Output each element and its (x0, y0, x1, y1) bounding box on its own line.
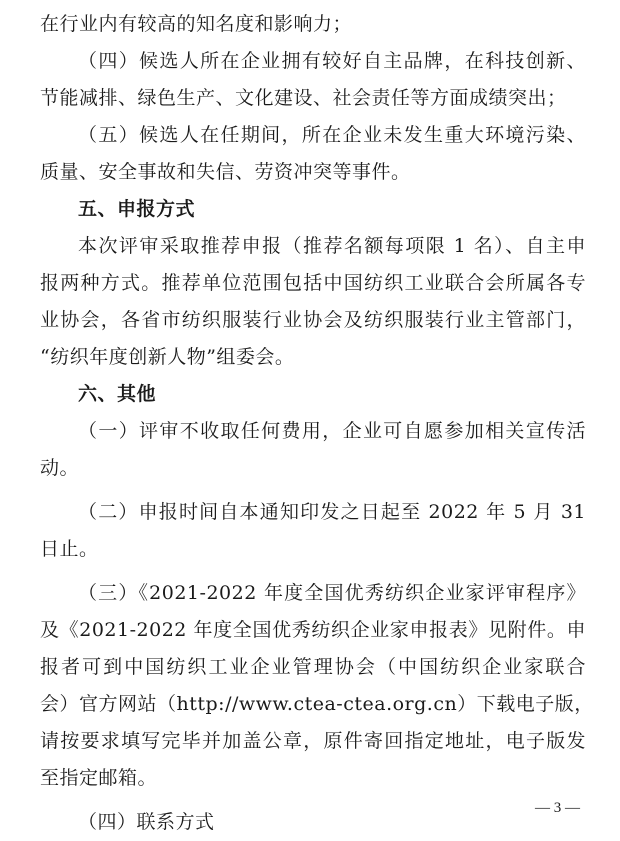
paragraph-line: （三）《2021-2022 年度全国优秀纺织企业家评审程序》 (78, 582, 586, 604)
paragraph-line: 请按要求填写完毕并加盖公章，原件寄回指定地址，电子版发 (40, 730, 586, 752)
paragraph-line: （五）候选人在任期间，所在企业未发生重大环境污染、 (78, 124, 586, 146)
paragraph-line: （四）联系方式 (78, 811, 215, 833)
paragraph-line: （二）申报时间自本通知印发之日起至 2022 年 5 月 31 (78, 501, 586, 523)
paragraph-line: 本次评审采取推荐申报（推荐名额每项限 1 名）、自主申 (78, 235, 586, 257)
paragraph-line: 质量、安全事故和失信、劳资冲突等事件。 (40, 161, 411, 183)
paragraph-line: 报者可到中国纺织工业企业管理协会（中国纺织企业家联合 (40, 656, 586, 678)
paragraph-line: 报两种方式。推荐单位范围包括中国纺织工业联合会所属各专 (40, 272, 586, 294)
paragraph-line: 在行业内有较高的知名度和影响力； (40, 13, 353, 35)
document-body (40, 6, 594, 841)
page-number: — 3 — (535, 800, 580, 816)
paragraph-line: （四）候选人所在企业拥有较好自主品牌，在科技创新、 (78, 50, 586, 72)
paragraph-line: 日止。 (40, 538, 99, 560)
paragraph-line: 会）官方网站（http://www.ctea-ctea.org.cn）下载电子版， (40, 693, 594, 715)
section-heading: 六、其他 (78, 383, 157, 405)
section-heading: 五、申报方式 (78, 198, 196, 220)
paragraph-line: 动。 (40, 457, 80, 479)
paragraph-line: 及《2021-2022 年度全国优秀纺织企业家申报表》见附件。申 (40, 619, 586, 641)
paragraph-line: （一）评审不收取任何费用，企业可自愿参加相关宣传活 (78, 420, 586, 442)
paragraph-line: “纺织年度创新人物”组委会。 (40, 346, 295, 368)
paragraph-line: 节能减排、绿色生产、文化建设、社会责任等方面成绩突出； (40, 87, 567, 109)
paragraph-line: 至指定邮箱。 (40, 767, 158, 789)
paragraph-line: 业协会，各省市纺织服装行业协会及纺织服装行业主管部门， (40, 309, 586, 331)
